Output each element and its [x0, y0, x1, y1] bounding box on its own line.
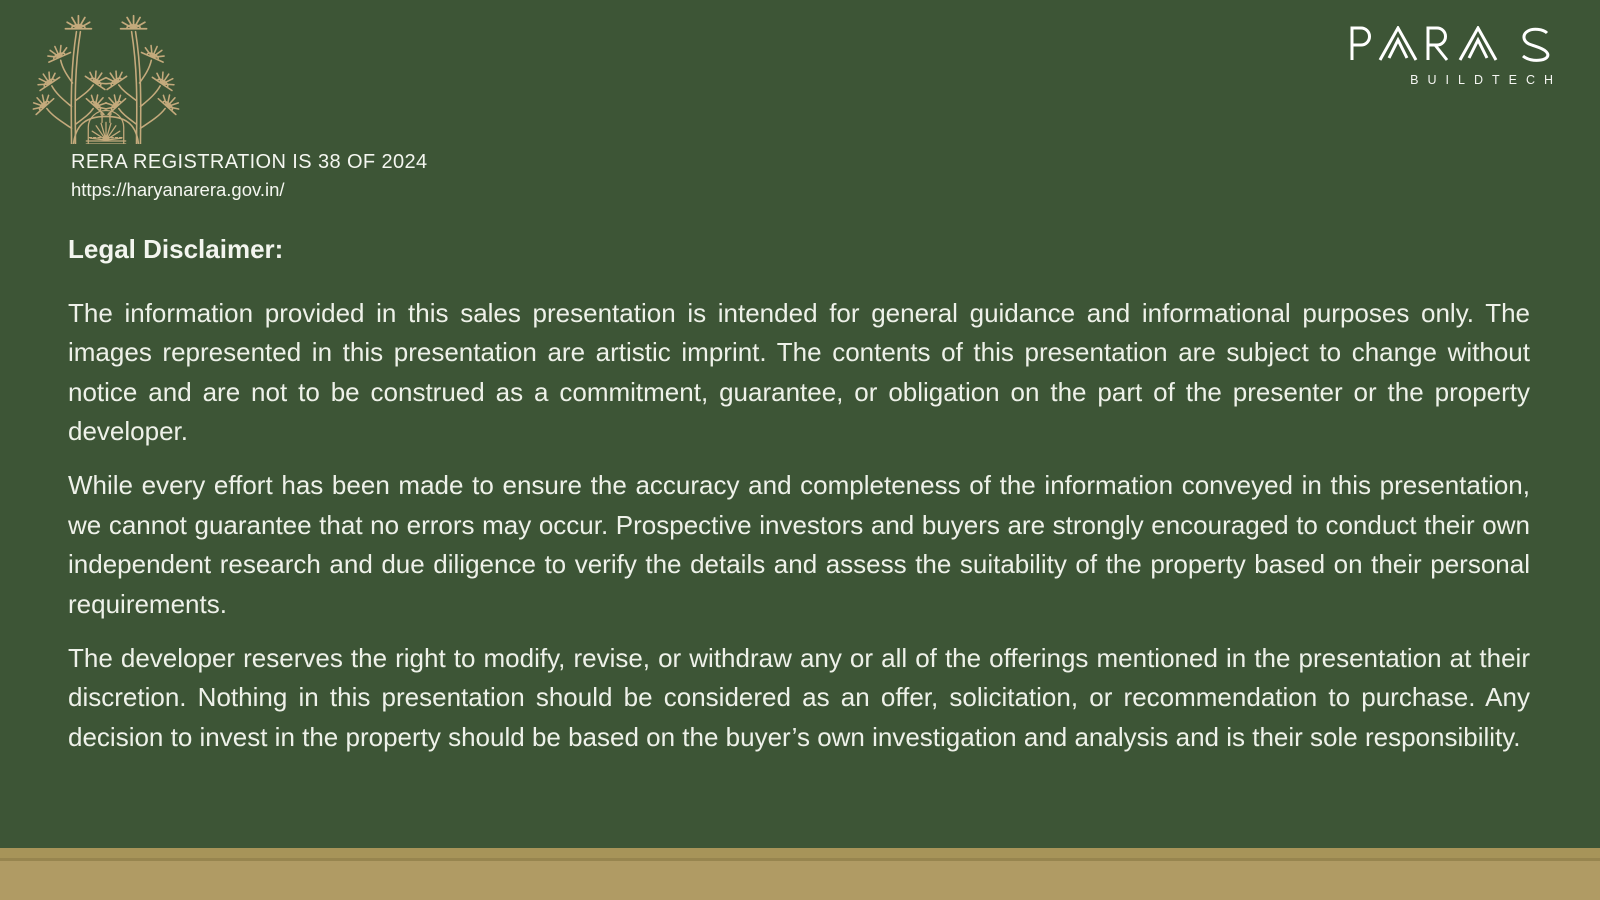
disclaimer-paragraph-1: The information provided in this sales presentation is intended for general guidance and informational purposes only. The images represented in this presentation are artistic imprint. The contents of this presentation are subject to change without notice and are not to be construed as a commitment, guarantee, or obligation on the part of the presenter or the property developer. — [68, 297, 1530, 446]
rera-registration-block — [71, 148, 428, 204]
rera-registration-text: RERA REGISTRATION IS 38 OF 2024 — [71, 151, 428, 173]
disclaimer-content — [68, 230, 1530, 772]
twin-trees-gate-emblem-icon — [27, 12, 185, 144]
rera-url-text: https://haryanarera.gov.in/ — [71, 179, 285, 200]
footer-accent-bar — [0, 848, 1600, 900]
disclaimer-heading: Legal Disclaimer: — [68, 234, 284, 264]
disclaimer-paragraph-3: The developer reserves the right to modify, revise, or withdraw any or all of the offerings mentioned in the presentation at their discretion. Nothing in this presentation should be considered as an offer, solicitation, or recommendation to purchase. Any decision to invest in the property should be based on the buyer’s own investigation and analysis and is their sole responsibility. — [68, 642, 1530, 752]
disclaimer-paragraph-2: While every effort has been made to ensure the accuracy and completeness of the information conveyed in this presentation, we cannot guarantee that no errors may occur. Prospective investors and buyers are strongly encouraged to conduct their own independent research and due diligence to verify the details and assess the suitability of the property based on their personal requirements. — [68, 470, 1530, 619]
brand-subtitle-text: BUILDTECH — [1410, 73, 1562, 87]
paras-wordmark-icon — [1347, 26, 1553, 62]
paras-buildtech-logo — [1347, 26, 1562, 87]
